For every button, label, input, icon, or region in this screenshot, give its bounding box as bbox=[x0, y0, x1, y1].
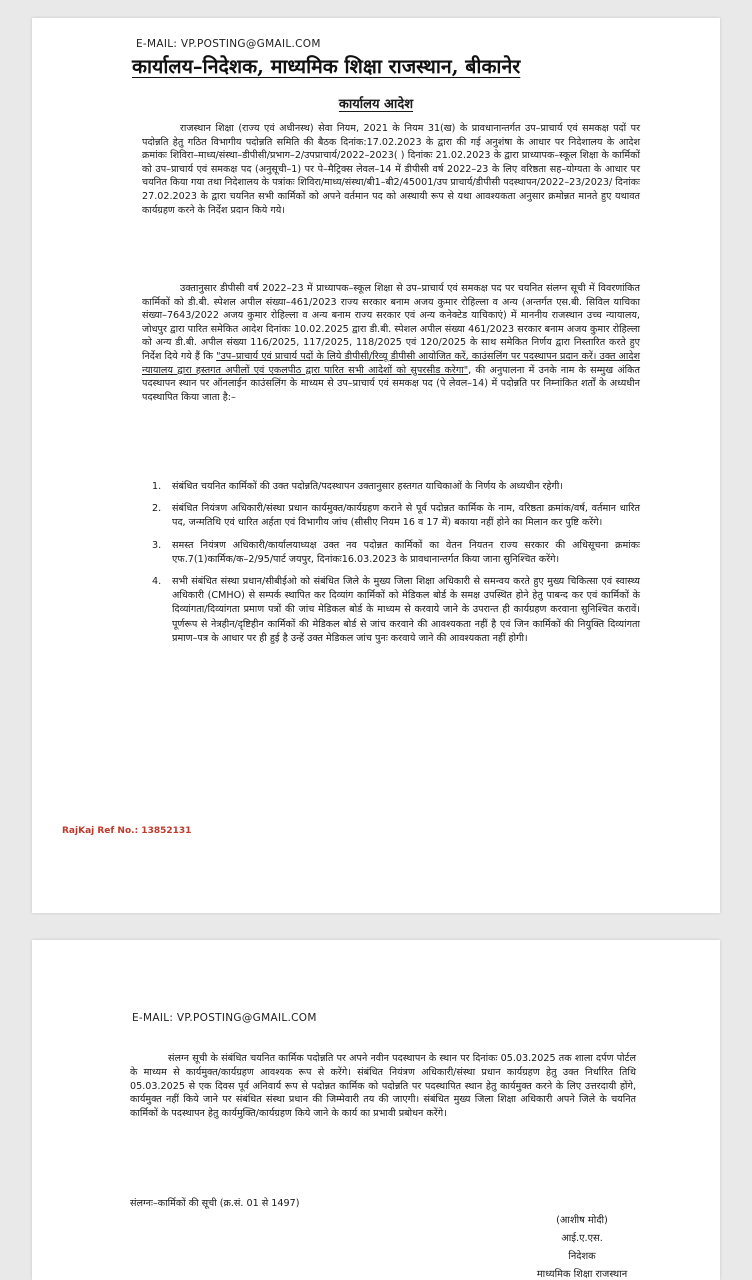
paragraph-2 bbox=[142, 282, 640, 404]
court-quote: "उप–प्राचार्य एवं प्राचार्य पदों के लिये डीपीसी/रिव्यू डीपीसी आयोजित करें, काउंसलिंग पर पदस्थापन प्रदान करें। उक्त आदेश न्यायालय द्वारा हस्तगत अपीलों एवं एकलपीठ द्वारा पारित सभी आदेशों को सुपरसीड करेगा" bbox=[142, 350, 640, 376]
condition-item bbox=[152, 539, 640, 567]
conditions-list bbox=[152, 480, 640, 654]
condition-item bbox=[152, 575, 640, 646]
document-page-1 bbox=[32, 18, 720, 913]
condition-text: संबंधित चयनित कार्मिकों की उक्त पदोन्नति/पदस्थापन उक्तानुसार हस्तगत याचिकाओं के निर्णय के अध्यधीन रहेगी। bbox=[172, 481, 564, 492]
email-header: E-MAIL: VP.POSTING@GMAIL.COM bbox=[132, 1012, 317, 1024]
condition-number: 3. bbox=[152, 539, 162, 551]
condition-text: समस्त नियंत्रण अधिकारी/कार्यालयाध्यक्ष उक्त नव पदोन्नत कार्मिकों का वेतन नियतन राज्य सरकार की अधिसूचना क्रमांकः एफ.7(1)कार्मिक/क–2/95/पार्ट जयपुर, दिनांकः16.03.2023 के प्रावधानान्तर्गत किया जाना सुनिश्चित करेंगे। bbox=[172, 539, 640, 565]
enclosure-note: संलग्नः–कार्मिकों की सूची (क्र.सं. 01 से 1497) bbox=[130, 1198, 300, 1209]
signatory-ias: आई.ए.एस. bbox=[561, 1233, 603, 1244]
order-title: कार्यालय आदेश bbox=[338, 97, 414, 112]
paragraph-3: संलग्न सूची के संबंधित चयनित कार्मिक पदोन्नति पर अपने नवीन पदस्थापन के स्थान पर दिनांकः 05.03.2025 तक शाला दर्पण पोर्टल के माध्यम से कार्यमुक्त/कार्यग्रहण आवश्यक रूप से करेंगे। संबंधित नियंत्रण अधिकारी/संस्था प्रधान कार्यग्रहण हेतु उक्त निर्धारित तिथि 05.03.2025 से एक दिवस पूर्व अनिवार्य रूप से पदोन्नत कार्मिक को पदोन्नति पर पदस्थापित स्थान हेतु कार्यमुक्त करने के लिए उत्तरदायी होंगे, कार्यमुक्त नहीं किये जाने पर संबंधित संस्था प्रधान की जिम्मेवारी तय की जाएगी। संबंधित मुख्य जिला शिक्षा अधिकारी अपने जिले के चयनित कार्मिकों के पदस्थापन हेतु कार्यमुक्ति/कार्यग्रहण किये जाने के कार्य का प्रभावी प्रबोधन करेंगे। bbox=[130, 1053, 636, 1120]
condition-number: 4. bbox=[152, 576, 162, 588]
rajkaj-reference: RajKaj Ref No.: 13852131 bbox=[62, 826, 192, 836]
signatory-name: (आशीष मोदी) bbox=[556, 1215, 608, 1226]
signatory-designation: निदेशक bbox=[568, 1251, 596, 1262]
document-page-2 bbox=[32, 940, 720, 1280]
condition-text: सभी संबंधित संस्था प्रधान/सीबीईओ को संबंधित जिले के मुख्य जिला शिक्षा अधिकारी से समन्वय करते हुए मुख्य चिकित्सा एवं स्वास्थ्य अधिकारी (CMHO) से सम्पर्क स्थापित कर दिव्यांग कार्मिकों को मेडिकल बोर्ड के समक्ष उपस्थित होने हेतु पाबन्द कर एवं कार्मिकों के दिव्यांगता/दिव्यांगता प्रमाण पत्रों की जांच मेडिकल बोर्ड के माध्यम से करवाये जाने के उपरान्त ही कार्यग्रहण करवाना सुनिश्चित करावें। पूर्णरूप से नेत्रहीन/दृष्टिहीन कार्मिकों की मेडिकल बोर्ड से जांच करवाने की आवश्यकता नहीं है एवं जिन कार्मिकों की नियुक्ति दिव्यांगता प्रमाण–पत्र के आधार पर ही हुई है उन्हें उक्त मेडिकल जांच पुनः करवाये जाने की आवश्यकता नहीं होगी। bbox=[172, 576, 640, 644]
paragraph-1: राजस्थान शिक्षा (राज्य एवं अधीनस्थ) सेवा नियम, 2021 के नियम 31(ख) के प्रावधानान्तर्गत उप–प्राचार्य एवं समकक्ष पदों पर पदोन्नति हेतु गठित विभागीय पदोन्नति समिति की बैठक दिनांक:17.02.2023 के द्वारा की गई अनुशंषा के आधार पर निदेशालय के आदेश क्रमांकः शिविरा–माध्य/संस्था–डीपीसी/प्रभाग–2/उपप्राचार्य/2022–2023( ) दिनांकः 21.02.2023 के द्वारा प्राध्यापक–स्कूल शिक्षा के कार्मिकों को उप–प्राचार्य एवं समकक्ष पद (अनुसूची–1) पर पे–मैट्रिक्स लेवल–14 में डीपीसी वर्ष 2022–23 के लिए वरिष्ठता सह–योग्यता के आधार पर चयनित किया गया तथा निदेशालय के पत्रांकः शिविरा/माध्य/संस्था/बी1–बी2/45001/उप प्राचार्य/डीपीसी पदस्थापन/2022–23/2023/ दिनांकः 27.02.2023 के द्वारा चयनित सभी कार्मिकों को अपने वर्तमान पद को अस्थायी रूप से यथा आवश्यकता अनुसार क्रमोन्नत मानते हुए यथावत कार्यग्रहण करने के निर्देश प्रदान किये गये। bbox=[142, 123, 640, 216]
email-header: E-MAIL: VP.POSTING@GMAIL.COM bbox=[136, 38, 321, 50]
condition-item bbox=[152, 480, 640, 494]
office-title: कार्यालय–निदेशक, माध्यमिक शिक्षा राजस्थान, बीकानेर bbox=[132, 55, 521, 78]
condition-item bbox=[152, 502, 640, 530]
condition-number: 1. bbox=[152, 481, 162, 492]
paragraph-2-intro: उक्तानुसार डीपीसी वर्ष 2022–23 में प्राध्यापक–स्कूल शिक्षा से उप–प्राचार्य एवं समकक्ष पद पर चयनित संलग्न सूची में विवरणांकित कार्मिकों को डी.बी. स्पेशल अपील संख्या–461/2023 राज्य सरकार बनाम अजय कुमार रोहिल्ला व अन्य (अन्तर्गत एस.बी. सिविल याचिका संख्या–7643/2022 अजय कुमार रोहिल्ला व अन्य बनाम राज्य सरकार एवं अन्य कनेक्टेड याचिकाएं) में माननीय राजस्थान उच्च न्यायालय, जोधपुर द्वारा पारित समेकित आदेश दिनांकः 10.02.2025 द्वारा डी.बी. स्पेशल अपील संख्या 461/2023 सरकार बनाम अजय कुमार रोहिल्ला को अन्य डी.बी. अपील संख्या 116/2025, 117/2025, 118/2025 एवं 120/2025 के साथ समेकित निर्णय द्वारा निस्तारित करते हुए निर्देश दिये गये हैं कि bbox=[142, 283, 640, 362]
condition-text: संबंधित नियंत्रण अधिकारी/संस्था प्रधान कार्यमुक्त/कार्यग्रहण कराने से पूर्व पदोन्नत कार्मिक के नाम, वरिष्ठता क्रमांक/वर्ष, वर्तमान धारित पद, जन्मतिथि एवं धारित अर्हता एवं विभागीय जांच (सीसीए नियम 16 व 17 में) बकाया नहीं होने का मिलान कर पुष्टि करेंगे। bbox=[172, 503, 640, 529]
paragraph-2-end: , की अनुपालना में उनके नाम के सम्मुख अंकित पदस्थापन स्थान पर ऑनलाईन काउंसलिंग के माध्यम से उप–प्राचार्य एवं समकक्ष पद (पे लेवल–14) में पदोन्नति पर निम्नांकित शर्तों के अध्यधीन पदस्थापित किया जाता है:– bbox=[142, 364, 640, 403]
signatory-office: माध्यमिक शिक्षा राजस्थान bbox=[536, 1269, 628, 1280]
condition-number: 2. bbox=[152, 503, 162, 515]
